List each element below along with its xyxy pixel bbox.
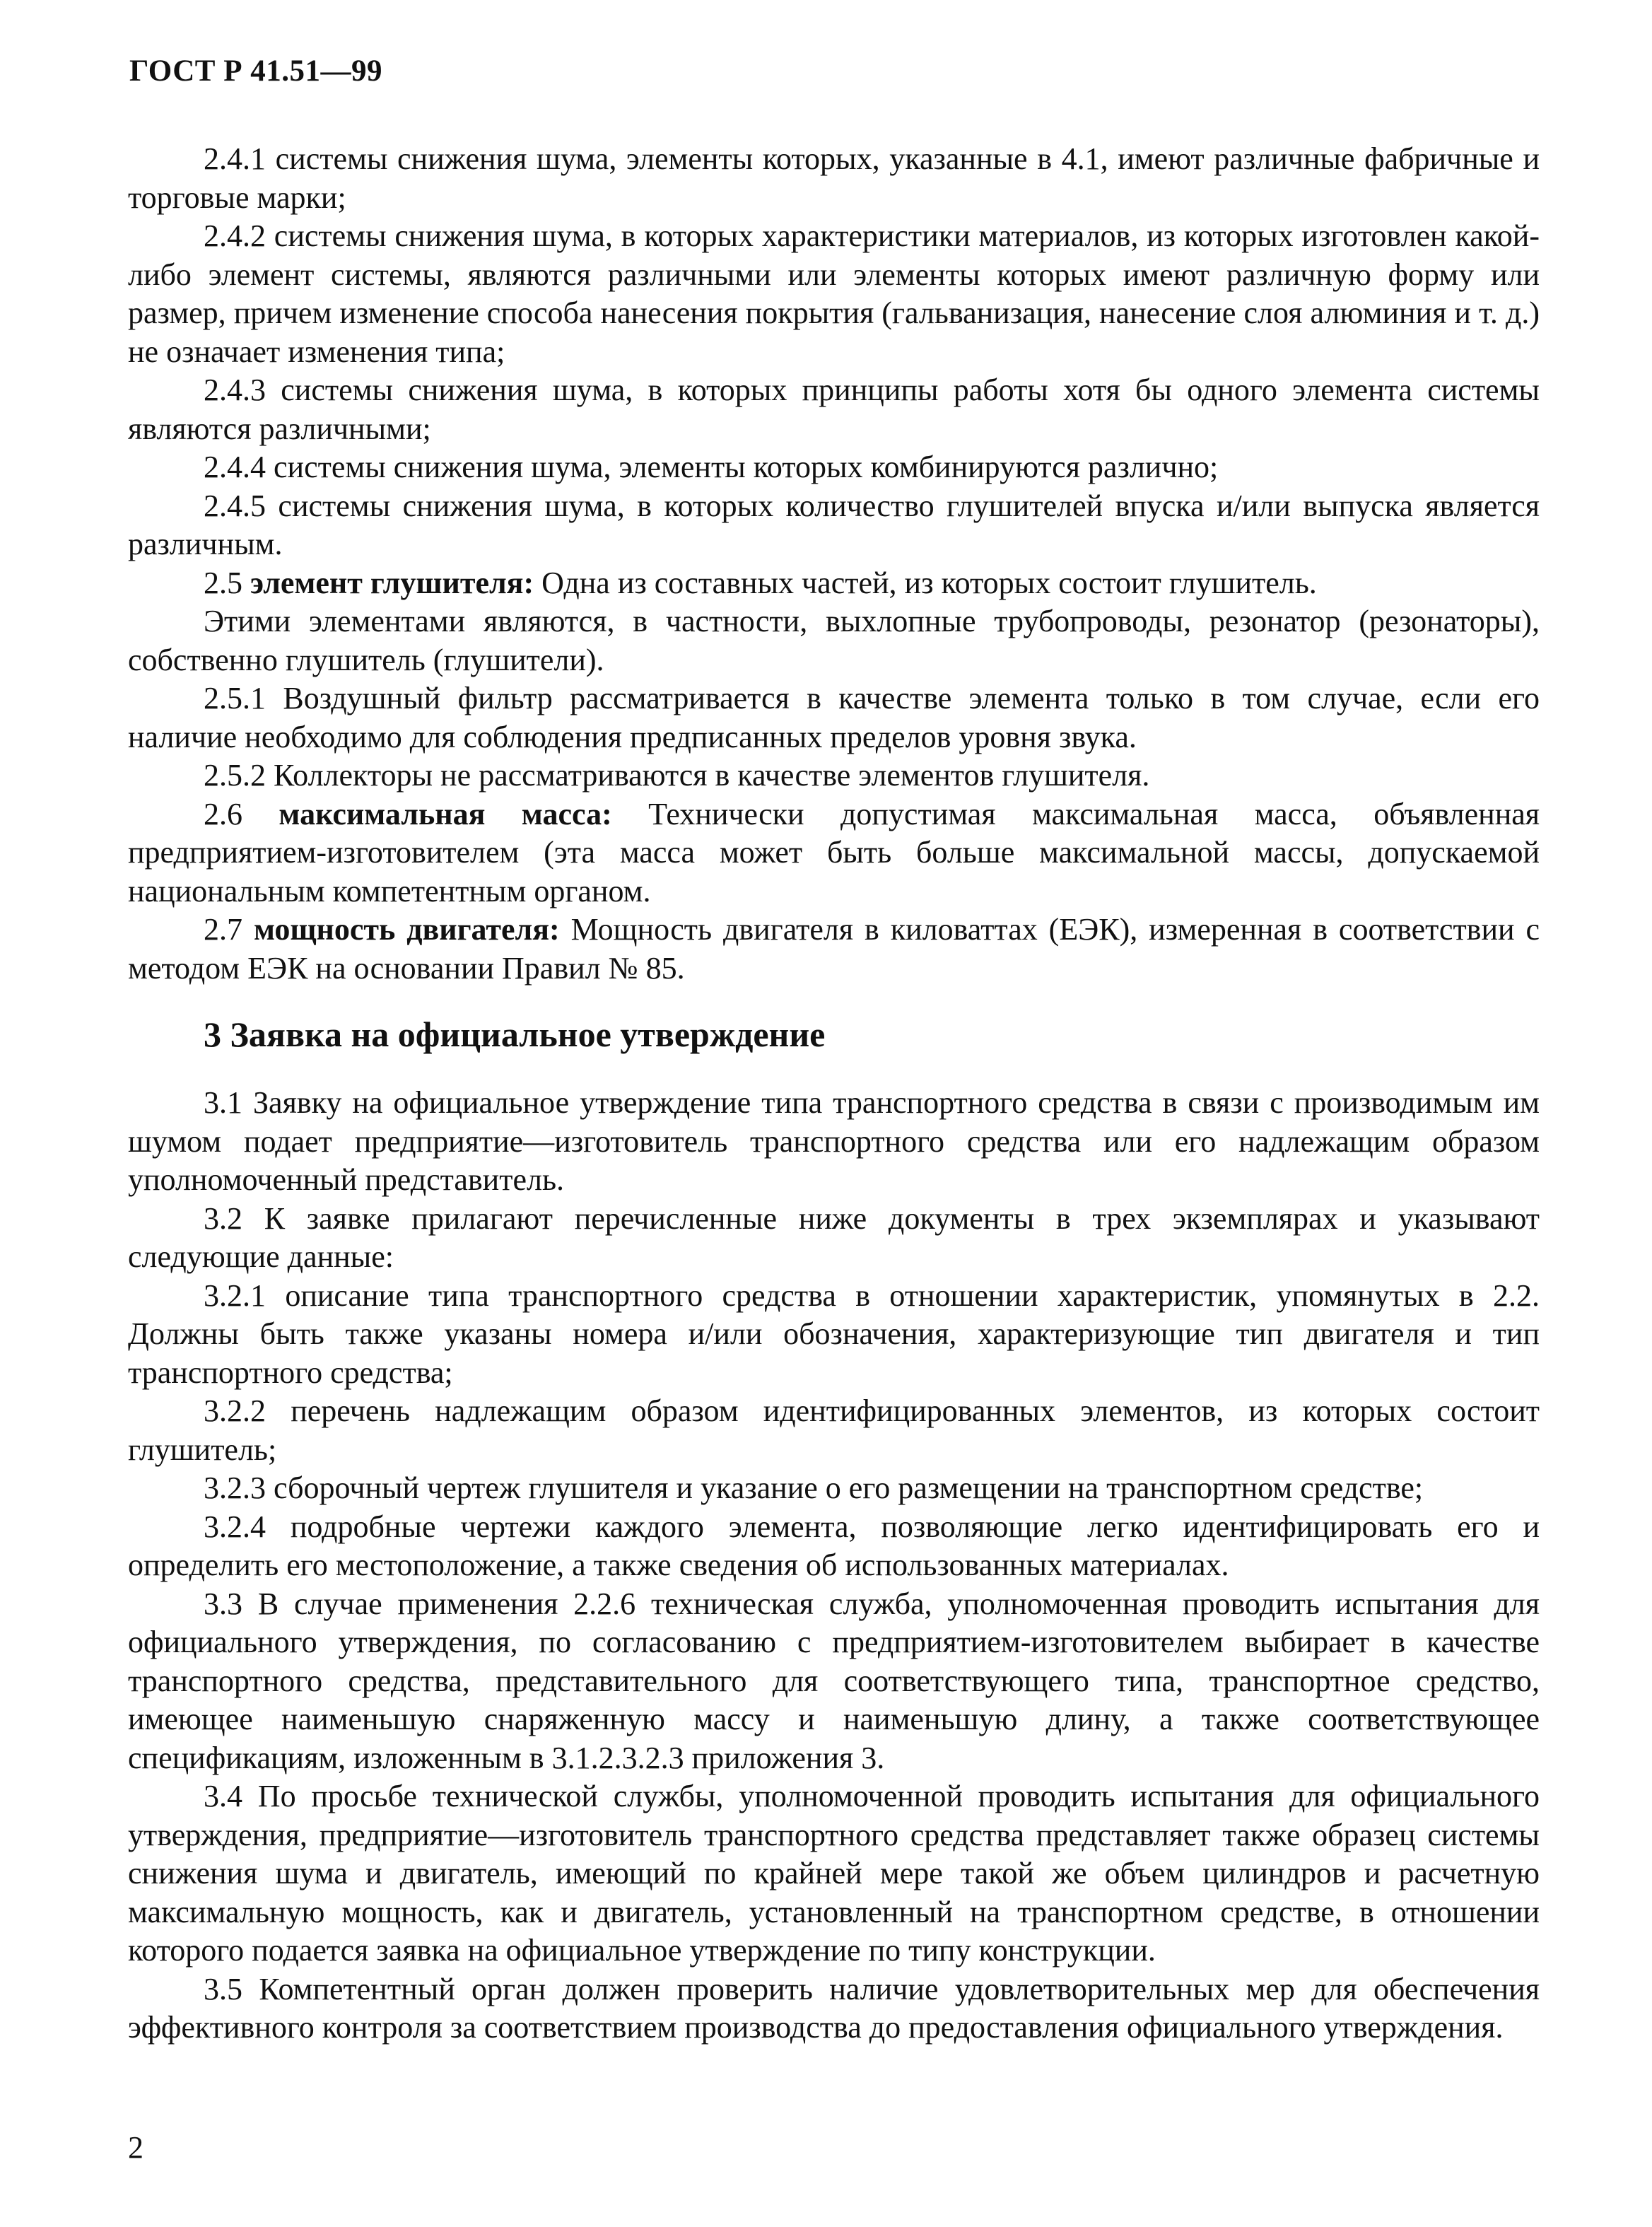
definition-text: Технически допустимая максимальная масса, объявленная предприятием-изготовителем (эта масса может быть больше максимальной массы, допускаемой национальным компетентным органом. — [128, 796, 1540, 908]
document-body — [128, 140, 1540, 2047]
paragraph-3-3: 3.3 В случае применения 2.2.6 техническая служба, уполномоченная проводить испытания для официального утверждения, по согласованию с предприятием-изготовителем выбирает в качестве транспортного средства, представительного для соответствующего типа, транспортное средство, имеющее наименьшую снаряженную массу и наименьшую длину, а также соответствующее спецификациям, изложенным в 3.1.2.3.2.3 приложения 3. — [128, 1586, 1540, 1775]
paragraph-2-4-1: 2.4.1 системы снижения шума, элементы которых, указанные в 4.1, имеют различные фабричные и торговые марки; — [128, 141, 1540, 215]
paragraph-2-5 — [128, 564, 1540, 603]
definition-text: Мощность двигателя в киловаттах (ЕЭК), измеренная в соответствии с методом ЕЭК на основании Правил № 85. — [128, 912, 1540, 986]
clause-number: 2.6 — [204, 796, 279, 831]
clause-number: 2.5 — [204, 565, 250, 600]
paragraph-2-7 — [128, 911, 1540, 988]
paragraph-3-2-4: 3.2.4 подробные чертежи каждого элемента, позволяющие легко идентифицировать его и определить его местоположение, а также сведения об использованных материалах. — [128, 1509, 1540, 1582]
section-3-heading: 3 Заявка на официальное утверждение — [204, 1015, 826, 1054]
paragraph-2-6 — [128, 795, 1540, 911]
defined-term: максимальная масса: — [279, 796, 612, 831]
paragraph-2-5-elements: Этими элементами являются, в частности, выхлопные трубопроводы, резонатор (резонаторы), собственно глушитель (глушители). — [128, 604, 1540, 677]
paragraph-2-4-3: 2.4.3 системы снижения шума, в которых принципы работы хотя бы одного элемента системы являются различными; — [128, 373, 1540, 446]
defined-term: мощность двигателя: — [253, 912, 560, 947]
page-number: 2 — [128, 2130, 143, 2165]
paragraph-3-2-1: 3.2.1 описание типа транспортного средства в отношении характеристик, упомянутых в 2.2. Должны быть также указаны номера и/или обозначения, характеризующие тип двигателя и тип транспортного средства; — [128, 1278, 1540, 1390]
paragraph-2-4-2: 2.4.2 системы снижения шума, в которых характеристики материалов, из которых изготовлен какой-либо элемент системы, являются различными или элементы которых имеют различную форму или размер, причем изменение способа нанесения покрытия (гальванизация, нанесение слоя алюминия и т. д.) не означает изменения типа; — [128, 218, 1540, 369]
clause-number: 2.7 — [204, 912, 254, 947]
paragraph-2-4-5: 2.4.5 системы снижения шума, в которых количество глушителей впуска и/или выпуска является различным. — [128, 488, 1540, 561]
paragraph-3-1: 3.1 Заявку на официальное утверждение типа транспортного средства в связи с производимым им шумом подает предприятие—изготовитель транспортного средства или его надлежащим образом уполномоченный представитель. — [128, 1085, 1540, 1197]
defined-term: элемент глушителя: — [250, 565, 534, 600]
paragraph-3-2-2: 3.2.2 перечень надлежащим образом идентифицированных элементов, из которых состоит глушитель; — [128, 1393, 1540, 1467]
paragraph-2-5-2: 2.5.2 Коллекторы не рассматриваются в качестве элементов глушителя. — [204, 758, 1150, 793]
paragraph-2-5-1: 2.5.1 Воздушный фильтр рассматривается в качестве элемента только в том случае, если его наличие необходимо для соблюдения предписанных пределов уровня звука. — [128, 681, 1540, 754]
definition-text: Одна из составных частей, из которых состоит глушитель. — [534, 565, 1317, 600]
document-header: ГОСТ Р 41.51—99 — [129, 54, 383, 88]
paragraph-2-4-4: 2.4.4 системы снижения шума, элементы которых комбинируются различно; — [204, 450, 1219, 484]
paragraph-3-2: 3.2 К заявке прилагают перечисленные ниже документы в трех экземплярах и указывают следующие данные: — [128, 1200, 1540, 1274]
paragraph-3-4: 3.4 По просьбе технической службы, уполномоченной проводить испытания для официального утверждения, предприятие—изготовитель транспортного средства представляет также образец системы снижения шума и двигатель, имеющий по крайней мере такой же объем цилиндров и расчетную максимальную мощность, как и двигатель, установленный на транспортном средстве, в отношении которого подается заявка на официальное утверждение по типу конструкции. — [128, 1779, 1540, 1968]
paragraph-3-2-3: 3.2.3 сборочный чертеж глушителя и указание о его размещении на транспортном средстве; — [204, 1471, 1424, 1505]
paragraph-3-5: 3.5 Компетентный орган должен проверить наличие удовлетворительных мер для обеспечения эффективного контроля за соответствием производства до предоставления официального утверждения. — [128, 1971, 1540, 2045]
